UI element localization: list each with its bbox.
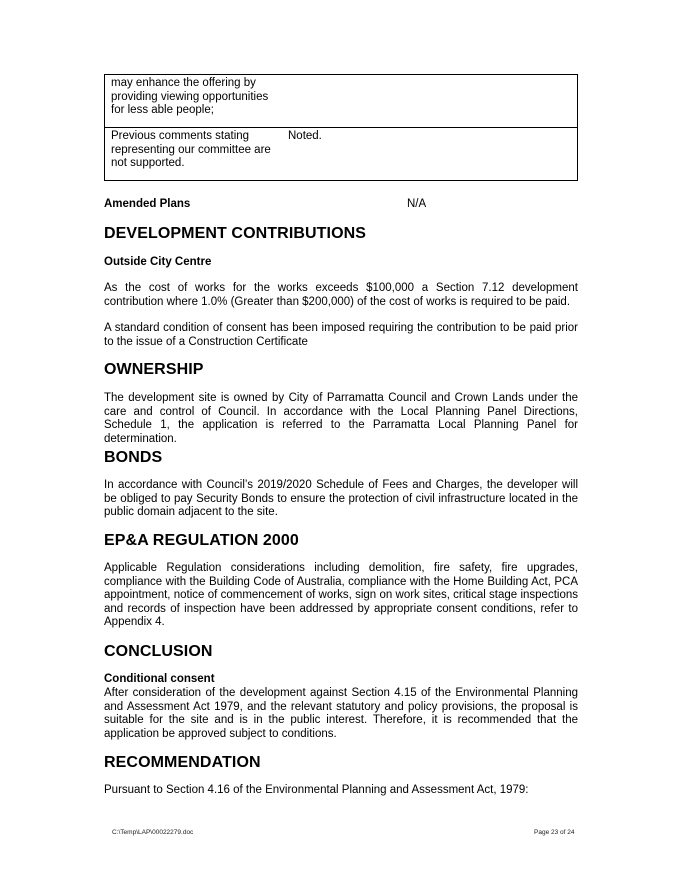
- conclusion-subheading: Conditional consent: [104, 673, 215, 685]
- amended-plans-label: Amended Plans: [104, 198, 191, 210]
- bonds-para: In accordance with Council’s 2019/2020 Schedule of Fees and Charges, the developer will be obliged to pay Security Bonds to ensure the protection of civil infrastructure located in the public domain adjacent to the site.: [104, 479, 578, 519]
- response-cell: [282, 75, 578, 128]
- dev-contributions-heading: DEVELOPMENT CONTRIBUTIONS: [104, 225, 367, 242]
- ownership-heading: OWNERSHIP: [104, 361, 204, 378]
- recommendation-heading: RECOMMENDATION: [104, 754, 261, 771]
- table-row: [105, 75, 578, 128]
- dev-contributions-para-2: A standard condition of consent has been imposed requiring the contribution to be paid prior to the issue of a Construction Certificate: [104, 322, 578, 348]
- response-cell: Noted.: [282, 128, 578, 181]
- table-row: [105, 128, 578, 181]
- regulation-heading: EP&A REGULATION 2000: [104, 532, 299, 549]
- regulation-para: Applicable Regulation considerations including demolition, fire safety, fire upgrades, compliance with the Building Code of Australia, compliance with the Home Building Act, PCA appointment, notice of commencement of works, sign on work sites, critical stage inspections and records of inspection have been addressed by appropriate consent conditions, refer to Appendix 4.: [104, 562, 578, 629]
- comment-cell: may enhance the offering by providing viewing opportunities for less able people;: [105, 75, 283, 128]
- footer-file-path: C:\Temp\LAP\00022279.doc: [112, 829, 194, 836]
- dev-contributions-subheading: Outside City Centre: [104, 256, 212, 268]
- footer-page-number: Page 23 of 24: [534, 829, 575, 836]
- comment-cell: Previous comments stating representing our committee are not supported.: [105, 128, 283, 181]
- ownership-para: The development site is owned by City of Parramatta Council and Crown Lands under the care and control of Council. In accordance with the Local Planning Panel Directions, Schedule 1, the application is referred to the Parramatta Local Planning Panel for determination.: [104, 392, 578, 445]
- recommendation-para: Pursuant to Section 4.16 of the Environmental Planning and Assessment Act, 1979:: [104, 784, 529, 796]
- conclusion-para: After consideration of the development against Section 4.15 of the Environmental Planning and Assessment Act 1979, and the relevant statutory and policy provisions, the proposal is suitable for the site and is in the public interest. Therefore, it is recommended that the application be approved subject to conditions.: [104, 687, 578, 740]
- bonds-heading: BONDS: [104, 449, 163, 466]
- dev-contributions-para-1: As the cost of works for the works exceeds $100,000 a Section 7.12 development contribution where 1.0% (Greater than $200,000) of the cost of works is required to be paid.: [104, 282, 578, 308]
- comments-table: [104, 74, 578, 181]
- amended-plans-value: N/A: [407, 198, 427, 210]
- conclusion-heading: CONCLUSION: [104, 643, 213, 660]
